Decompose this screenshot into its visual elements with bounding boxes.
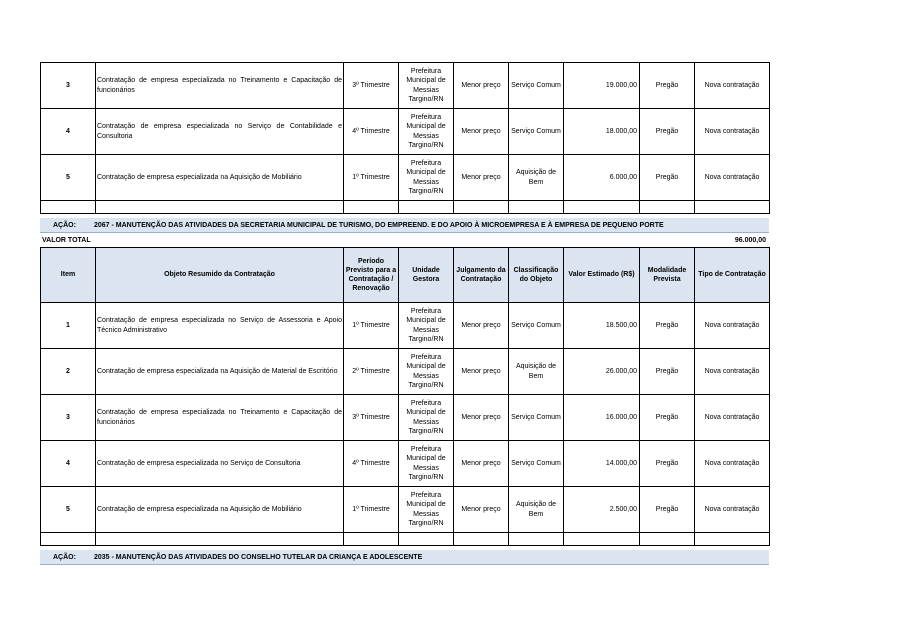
cell-classificacao: Aquisição de Bem — [509, 155, 564, 201]
cell-item: 5 — [41, 155, 96, 201]
cell-julgamento: Menor preço — [454, 155, 509, 201]
cell-tipo: Nova contratação — [695, 63, 770, 109]
empty-cell — [344, 533, 399, 546]
table-row — [41, 441, 770, 487]
cell-julgamento: Menor preço — [454, 109, 509, 155]
cell-tipo: Nova contratação — [695, 441, 770, 487]
contracts-table-1 — [40, 62, 770, 214]
cell-tipo: Nova contratação — [695, 487, 770, 533]
cell-valor: 18.000,00 — [564, 109, 640, 155]
cell-classificacao: Serviço Comum — [509, 109, 564, 155]
header-julgamento: Julgamento da Contratação — [454, 248, 509, 303]
header-unidade: Unidade Gestora — [399, 248, 454, 303]
table-row — [41, 487, 770, 533]
empty-cell — [564, 201, 640, 214]
cell-item: 3 — [41, 63, 96, 109]
cell-item: 3 — [41, 395, 96, 441]
cell-classificacao: Aquisição de Bem — [509, 487, 564, 533]
table-row — [41, 349, 770, 395]
cell-julgamento: Menor preço — [454, 441, 509, 487]
document-page — [40, 62, 769, 565]
cell-valor: 6.000,00 — [564, 155, 640, 201]
empty-cell — [344, 201, 399, 214]
cell-periodo: 4º Trimestre — [344, 441, 399, 487]
cell-classificacao: Serviço Comum — [509, 303, 564, 349]
cell-valor: 19.000,00 — [564, 63, 640, 109]
contracts-table-2 — [40, 247, 770, 546]
cell-julgamento: Menor preço — [454, 303, 509, 349]
cell-tipo: Nova contratação — [695, 155, 770, 201]
cell-tipo: Nova contratação — [695, 349, 770, 395]
cell-periodo: 4º Trimestre — [344, 109, 399, 155]
cell-julgamento: Menor preço — [454, 349, 509, 395]
empty-cell — [399, 201, 454, 214]
cell-valor: 14.000,00 — [564, 441, 640, 487]
empty-cell — [41, 201, 96, 214]
header-classificacao: Classificação do Objeto — [509, 248, 564, 303]
cell-objeto: Contratação de empresa especializada na Aquisição de Mobiliário — [96, 155, 344, 201]
table-row — [41, 303, 770, 349]
cell-modalidade: Pregão — [640, 109, 695, 155]
cell-periodo: 1º Trimestre — [344, 303, 399, 349]
cell-objeto: Contratação de empresa especializada no Serviço de Assessoria e Apoio Técnico Administrativo — [96, 303, 344, 349]
cell-objeto: Contratação de empresa especializada no Serviço de Consultoria — [96, 441, 344, 487]
cell-tipo: Nova contratação — [695, 303, 770, 349]
cell-unidade: Prefeitura Municipal de Messias Targino/RN — [399, 349, 454, 395]
valor-total-label: VALOR TOTAL — [42, 236, 91, 244]
empty-cell — [399, 533, 454, 546]
cell-tipo: Nova contratação — [695, 395, 770, 441]
cell-modalidade: Pregão — [640, 487, 695, 533]
cell-item: 2 — [41, 349, 96, 395]
cell-valor: 2.500,00 — [564, 487, 640, 533]
cell-classificacao: Serviço Comum — [509, 395, 564, 441]
cell-periodo: 1º Trimestre — [344, 155, 399, 201]
cell-objeto: Contratação de empresa especializada na Aquisição de Material de Escritório — [96, 349, 344, 395]
acao-header-2035 — [40, 550, 769, 565]
cell-classificacao: Serviço Comum — [509, 441, 564, 487]
empty-cell — [454, 201, 509, 214]
acao-text: 2067 - MANUTENÇÃO DAS ATIVIDADES DA SECRETARIA MUNICIPAL DE TURISMO, DO EMPREEND. E DO APOIO À MICROEMPRESA E À EMPRESA DE PEQUENO PORTE — [94, 221, 664, 229]
header-objeto: Objeto Resumido da Contratação — [96, 248, 344, 303]
cell-modalidade: Pregão — [640, 155, 695, 201]
empty-row — [41, 201, 770, 214]
cell-classificacao: Aquisição de Bem — [509, 349, 564, 395]
table-row — [41, 395, 770, 441]
empty-cell — [695, 533, 770, 546]
cell-unidade: Prefeitura Municipal de Messias Targino/RN — [399, 303, 454, 349]
cell-valor: 18.500,00 — [564, 303, 640, 349]
cell-objeto: Contratação de empresa especializada no Serviço de Contabilidade e Consultoria — [96, 109, 344, 155]
empty-cell — [640, 201, 695, 214]
empty-cell — [96, 201, 344, 214]
cell-julgamento: Menor preço — [454, 395, 509, 441]
cell-periodo: 2º Trimestre — [344, 349, 399, 395]
cell-modalidade: Pregão — [640, 303, 695, 349]
cell-item: 4 — [41, 109, 96, 155]
cell-julgamento: Menor preço — [454, 63, 509, 109]
table-row — [41, 63, 770, 109]
cell-objeto: Contratação de empresa especializada no Treinamento e Capacitação de funcionários — [96, 395, 344, 441]
cell-classificacao: Serviço Comum — [509, 63, 564, 109]
cell-unidade: Prefeitura Municipal de Messias Targino/RN — [399, 487, 454, 533]
header-tipo: Tipo de Contratação — [695, 248, 770, 303]
cell-unidade: Prefeitura Municipal de Messias Targino/RN — [399, 395, 454, 441]
acao-label: AÇÃO: — [53, 553, 76, 561]
cell-periodo: 3º Trimestre — [344, 395, 399, 441]
header-modalidade: Modalidade Prevista — [640, 248, 695, 303]
empty-row — [41, 533, 770, 546]
cell-objeto: Contratação de empresa especializada na Aquisição de Mobiliário — [96, 487, 344, 533]
cell-item: 1 — [41, 303, 96, 349]
empty-cell — [41, 533, 96, 546]
acao-header-2067 — [40, 218, 769, 233]
acao-text: 2035 - MANUTENÇÃO DAS ATIVIDADES DO CONSELHO TUTELAR DA CRIANÇA E ADOLESCENTE — [94, 553, 423, 561]
cell-periodo: 1º Trimestre — [344, 487, 399, 533]
table-header-row — [41, 248, 770, 303]
empty-cell — [695, 201, 770, 214]
cell-item: 4 — [41, 441, 96, 487]
empty-cell — [509, 533, 564, 546]
valor-total-row — [40, 233, 769, 247]
cell-unidade: Prefeitura Municipal de Messias Targino/RN — [399, 109, 454, 155]
table-row — [41, 109, 770, 155]
empty-cell — [640, 533, 695, 546]
cell-julgamento: Menor preço — [454, 487, 509, 533]
cell-modalidade: Pregão — [640, 63, 695, 109]
cell-unidade: Prefeitura Municipal de Messias Targino/RN — [399, 441, 454, 487]
cell-modalidade: Pregão — [640, 441, 695, 487]
acao-label: AÇÃO: — [53, 221, 76, 229]
cell-item: 5 — [41, 487, 96, 533]
cell-objeto: Contratação de empresa especializada no Treinamento e Capacitação de funcionários — [96, 63, 344, 109]
header-item: Item — [41, 248, 96, 303]
cell-modalidade: Pregão — [640, 349, 695, 395]
cell-unidade: Prefeitura Municipal de Messias Targino/RN — [399, 63, 454, 109]
valor-total-value: 96.000,00 — [734, 236, 766, 244]
cell-valor: 26.000,00 — [564, 349, 640, 395]
cell-periodo: 3º Trimestre — [344, 63, 399, 109]
empty-cell — [564, 533, 640, 546]
header-valor: Valor Estimado (R$) — [564, 248, 640, 303]
empty-cell — [96, 533, 344, 546]
cell-tipo: Nova contratação — [695, 109, 770, 155]
cell-modalidade: Pregão — [640, 395, 695, 441]
empty-cell — [509, 201, 564, 214]
table-row — [41, 155, 770, 201]
cell-valor: 16.000,00 — [564, 395, 640, 441]
cell-unidade: Prefeitura Municipal de Messias Targino/RN — [399, 155, 454, 201]
empty-cell — [454, 533, 509, 546]
header-periodo: Período Previsto para a Contratação / Renovação — [344, 248, 399, 303]
